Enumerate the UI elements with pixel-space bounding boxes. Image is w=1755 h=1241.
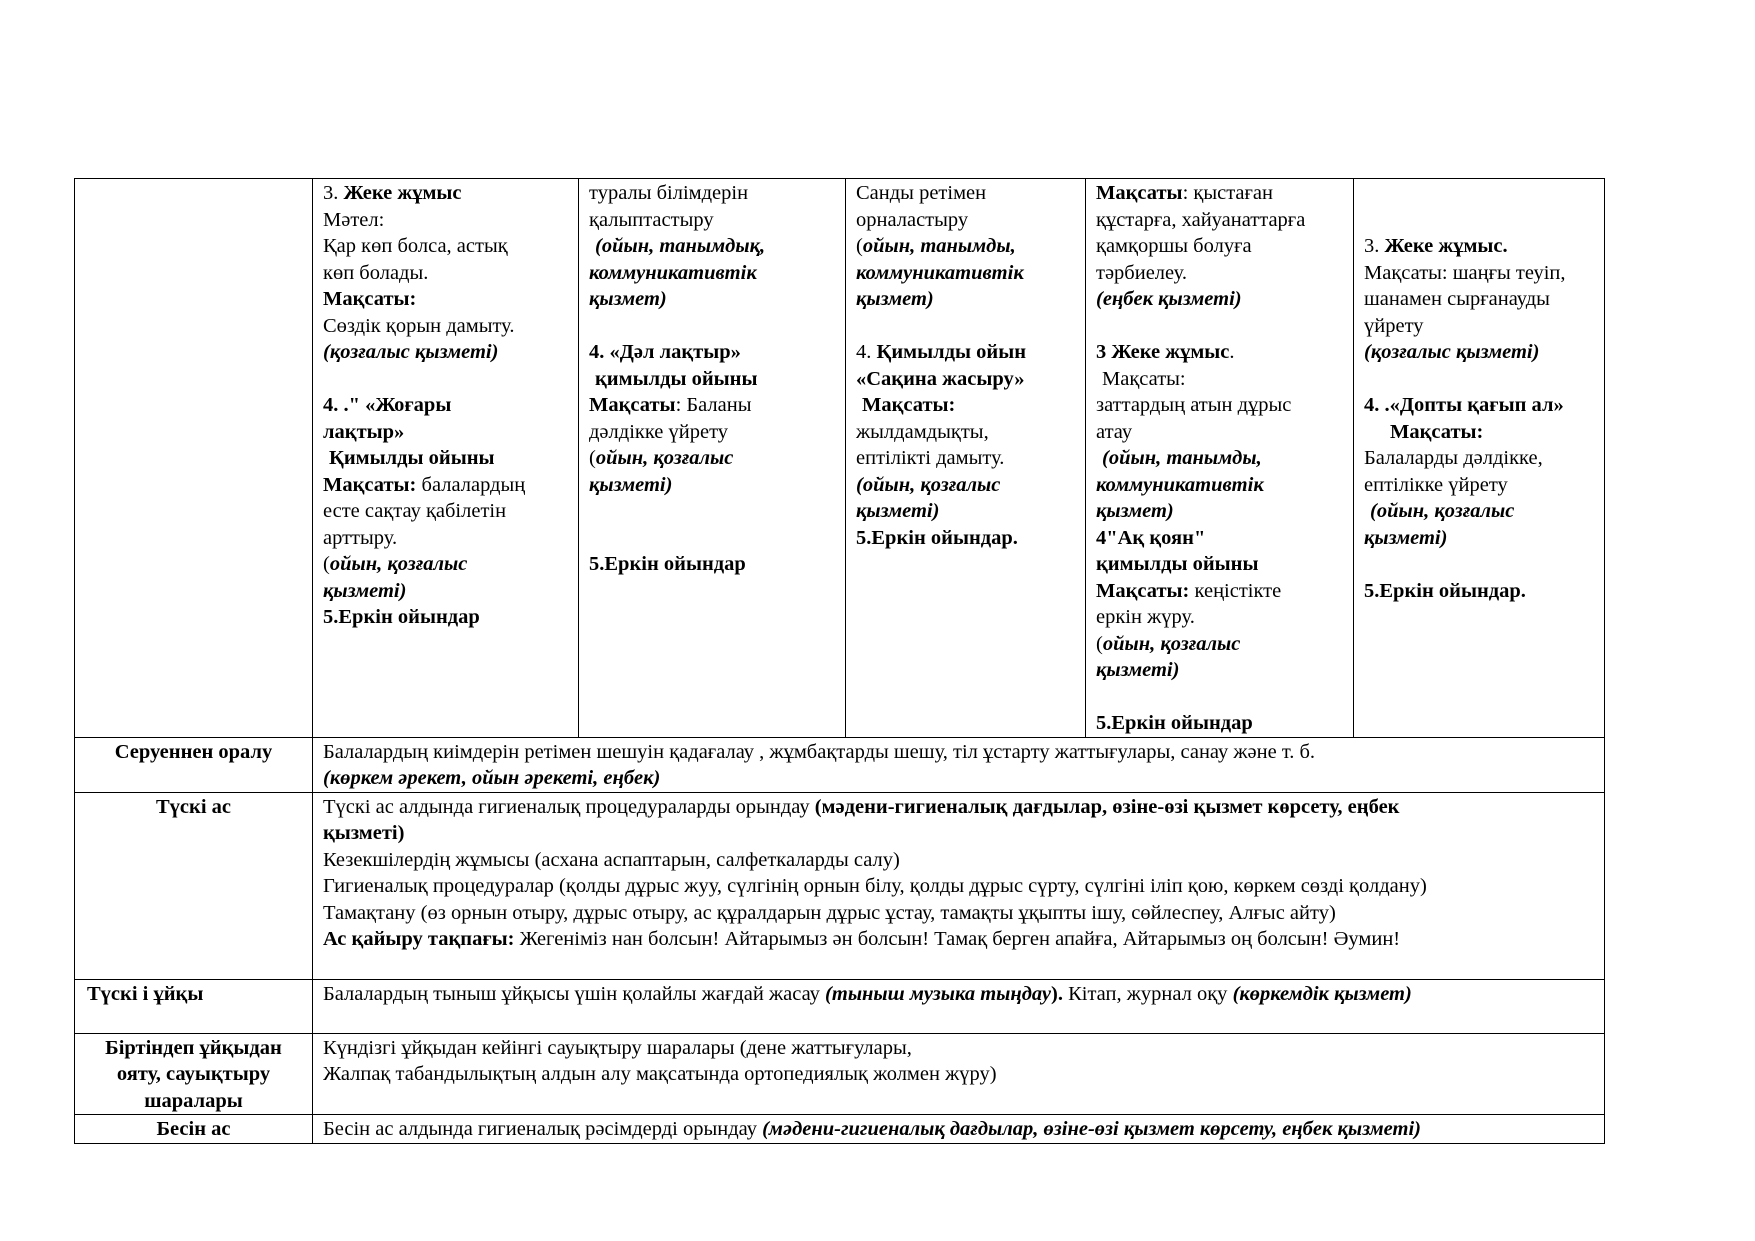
activities-cell-col2: туралы білімдерін қалыптастыру (ойын, танымдық, коммуникативтік қызмет) 4. «Дәл лақтыр» қимылды ойыны Мақсаты: Баланы дәлдікке үйрету (ойын, қозғалыс қызметі) 5.Еркін ойындар [579, 179, 846, 738]
activities-cell-col5: 3. Жеке жұмыс. Мақсаты: шаңғы теуіп, шанамен сырғанауды үйрету (қозғалыс қызметі) 4. .«Допты қағып ал» Мақсаты: Балаларды дәлдікке, ептілікке үйрету (ойын, қозғалыс қызметі) 5.Еркін ойындар. [1354, 179, 1605, 738]
nap-label: Түскі і ұйқы [75, 979, 313, 1033]
daily-plan-table [74, 178, 1605, 1144]
snack-content: Бесін ас алдында гигиеналық рәсімдерді орындау (мәдени-гигиеналық дағдылар, өзіне-өзі қызмет көрсету, еңбек қызметі) [313, 1115, 1605, 1144]
activities-cell-col1: 3. Жеке жұмыс Мәтел: Қар көп болса, астық көп болады. Мақсаты: Сөздік қорын дамыту. (қозғалыс қызметі) 4. ." «Жоғары лақтыр» Қимылды ойыны Мақсаты: балалардың есте сақтау қабілетін арттыру. (ойын, қозғалыс қызметі) 5.Еркін ойындар [313, 179, 579, 738]
return-walk-label: Серуеннен оралу [75, 737, 313, 792]
snack-row [75, 1115, 1605, 1144]
activities-cell-col4: Мақсаты: қыстаған құстарға, хайуанаттарға қамқоршы болуға тәрбиелеу. (еңбек қызметі) 3 Жеке жұмыс. Мақсаты: заттардың атын дұрыс атау (ойын, танымды, коммуникативтік қызмет) 4"Ақ қоян" қимылды ойыны Мақсаты: кеңістікте еркін жүру. (ойын, қозғалыс қызметі) 5.Еркін ойындар [1086, 179, 1354, 738]
nap-content: Балалардың тыныш ұйқысы үшін қолайлы жағдай жасау (тыныш музыка тыңдау). Кітап, журнал оқу (көркемдік қызмет) [313, 979, 1605, 1033]
activities-label-cell [75, 179, 313, 738]
wakeup-content: Күндізгі ұйқыдан кейінгі сауықтыру шаралары (дене жаттығулары, Жалпақ табандылықтың алдын алу мақсатында ортопедиялық жолмен жүру) [313, 1033, 1605, 1115]
wakeup-row [75, 1033, 1605, 1115]
snack-label: Бесін ас [75, 1115, 313, 1144]
return-walk-content: Балалардың киімдерін ретімен шешуін қадағалау , жұмбақтарды шешу, тіл ұстарту жаттығулары, санау және т. б. (көркем әрекет, ойын әрекеті, еңбек) [313, 737, 1605, 792]
wakeup-label: Біртіндеп ұйқыдан ояту, сауықтыру шаралары [75, 1033, 313, 1115]
return-walk-row [75, 737, 1605, 792]
nap-row [75, 979, 1605, 1033]
lunch-label: Түскі ас [75, 792, 313, 979]
lunch-row [75, 792, 1605, 979]
activities-row [75, 179, 1605, 738]
activities-cell-col3: Санды ретімен орналастыру (ойын, танымды, коммуникативтік қызмет) 4. Қимылды ойын «Сақина жасыру» Мақсаты: жылдамдықты, ептілікті дамыту. (ойын, қозғалыс қызметі) 5.Еркін ойындар. [846, 179, 1086, 738]
lunch-content: Түскі ас алдында гигиеналық процедураларды орындау (мәдени-гигиеналық дағдылар, өзіне-өзі қызмет көрсету, еңбек қызметі) Кезекшілердің жұмысы (асхана аспаптарын, салфеткаларды салу) Гигиеналық процедуралар (қолды дұрыс жуу, сүлгінің орнын білу, қолды дұрыс сүрту, сүлгіні іліп қою, көркем сөзді қолдану) Тамақтану (өз орнын отыру, дұрыс отыру, ас құралдарын дұрыс ұстау, тамақты ұқыпты ішу, сөйлеспеу, Алғыс айту) Ас қайыру тақпағы: Жегеніміз нан болсын! Айтарымыз ән болсын! Тамақ берген апайға, Айтарымыз оң болсын! Әумин! [313, 792, 1605, 979]
